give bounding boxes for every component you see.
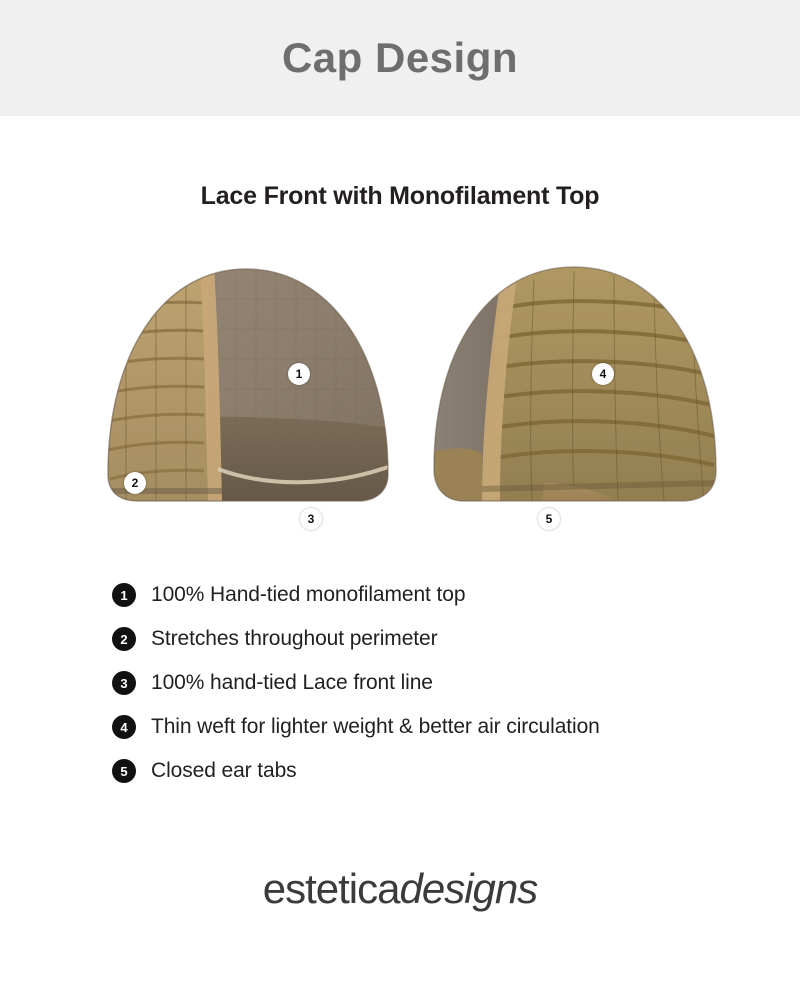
legend-item [112,573,800,617]
cap-type-subtitle: Lace Front with Monofilament Top [200,182,600,210]
legend-item [112,705,800,749]
legend-label-3: 100% hand-tied Lace front line [151,671,433,694]
cap-illustrations [0,239,800,549]
legend-number-4: 4 [112,715,136,739]
callout-marker-2: 2 [124,472,146,494]
legend-label-5: Closed ear tabs [151,759,297,782]
wig-cap-front-side-illustration [96,239,396,539]
callout-marker-1: 1 [288,363,310,385]
brand-name-part1: estetica [262,865,400,912]
feature-legend [0,573,800,793]
brand-logo [0,865,800,913]
legend-item [112,749,800,793]
wig-cap-back-side-illustration [424,239,724,539]
brand-name-part2: designs [399,865,538,912]
page-title: Cap Design [281,34,519,81]
legend-label-2: Stretches throughout perimeter [151,627,438,650]
callout-marker-4: 4 [592,363,614,385]
legend-number-2: 2 [112,627,136,651]
legend-item [112,617,800,661]
legend-number-1: 1 [112,583,136,607]
callout-marker-5: 5 [538,508,560,530]
legend-label-1: 100% Hand-tied monofilament top [151,583,466,606]
legend-number-3: 3 [112,671,136,695]
legend-number-5: 5 [112,759,136,783]
legend-item [112,661,800,705]
legend-label-4: Thin weft for lighter weight & better air circulation [151,715,600,738]
callout-marker-3: 3 [300,508,322,530]
page-header [0,0,800,116]
